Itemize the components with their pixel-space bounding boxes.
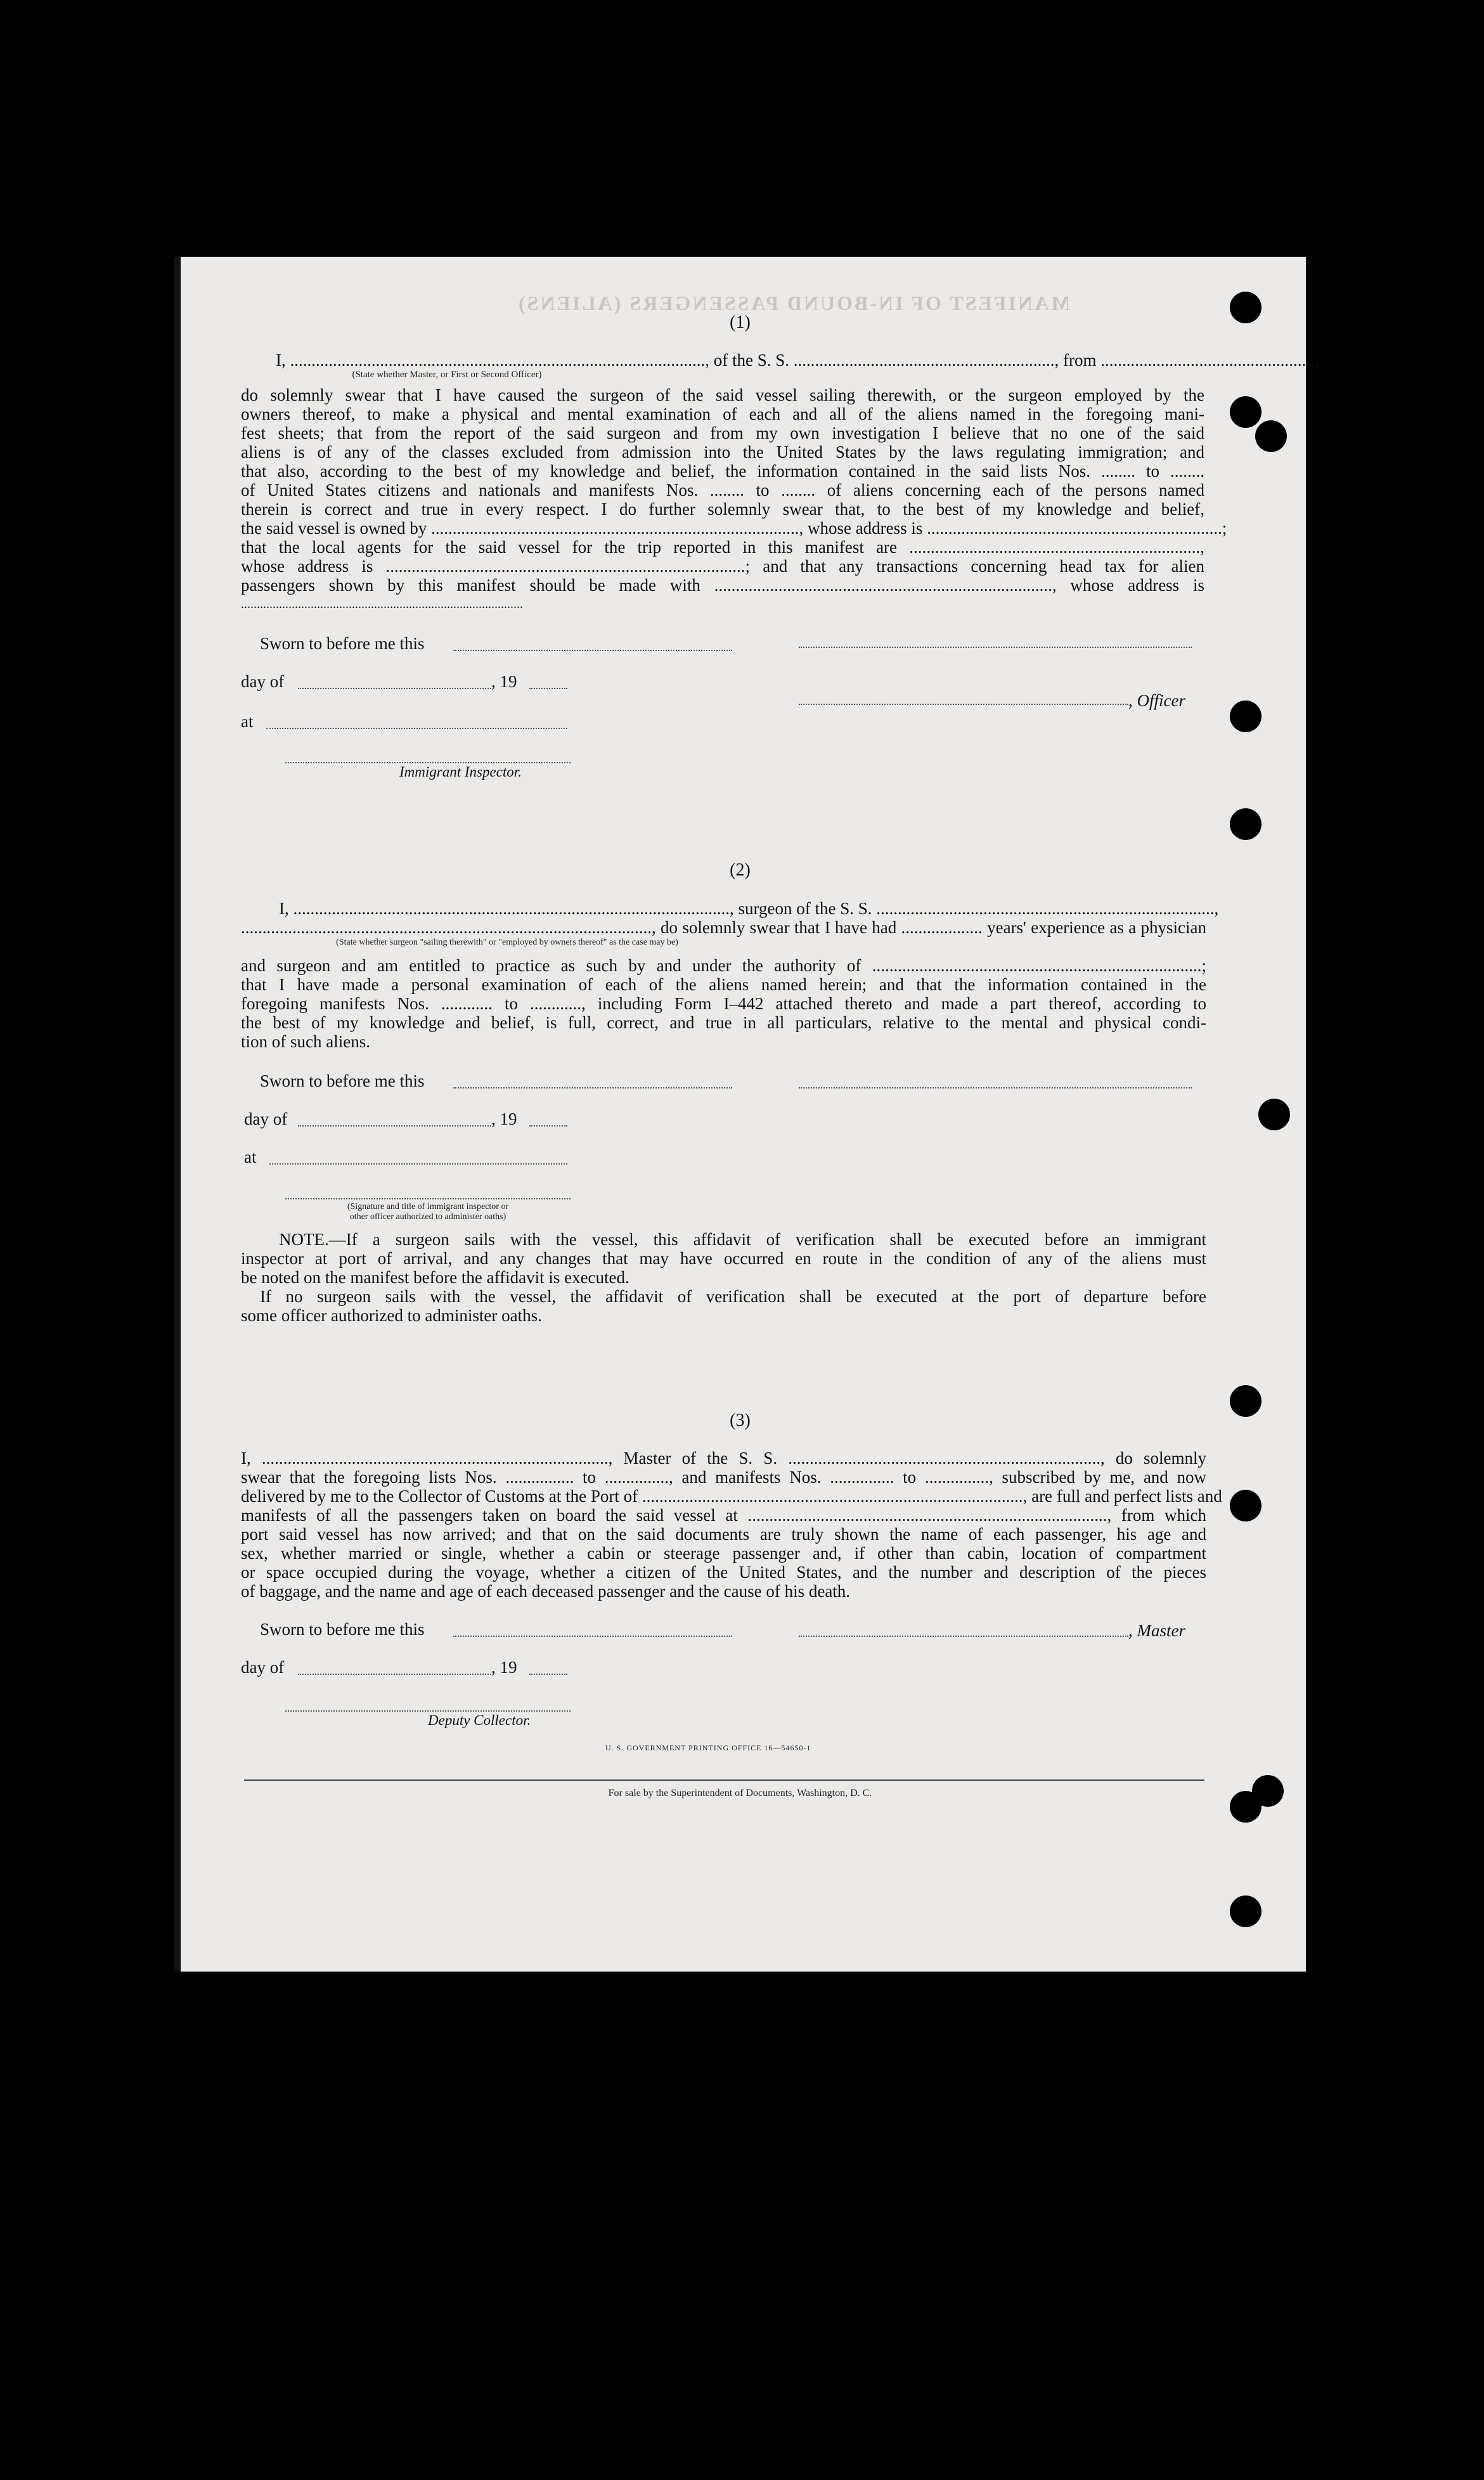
sec2-note-line: inspector at port of arrival, and any changes that may have occurred en route in the condition of any of the aliens must bbox=[241, 1249, 1206, 1268]
sec3-deputy-line bbox=[285, 1710, 571, 1712]
punch-hole bbox=[1230, 1490, 1261, 1521]
sec2-sworn-line bbox=[453, 1087, 732, 1088]
sec3-line: sex, whether married or single, whether a cabin or steerage passenger and, if other than cabin, location of compartment bbox=[241, 1544, 1206, 1563]
sec3-master-line bbox=[799, 1636, 1128, 1637]
sec2-sig-caption: other officer authorized to administer oaths) bbox=[349, 1212, 506, 1222]
sec1-sworn-line bbox=[453, 650, 732, 651]
sec2-note-line: NOTE.—If a surgeon sails with the vessel, this affidavit of verification shall be executed before an immigrant bbox=[279, 1230, 1206, 1249]
sec2-line: that I have made a personal examination of each of the aliens named herein; and that the information contained in the bbox=[241, 975, 1206, 994]
sec1-officer-line bbox=[799, 704, 1128, 705]
sec2-line: ................................................................................................, do solemnly swear that I have had ................... years' experience as a physician bbox=[241, 918, 1206, 937]
bleed-through-text: MANIFEST OF IN-BOUND PASSENGERS (ALIENS) bbox=[517, 292, 1071, 314]
sec2-line: tion of such aliens. bbox=[241, 1032, 370, 1051]
sec2-signature-line bbox=[285, 1198, 571, 1199]
punch-hole bbox=[1230, 701, 1261, 732]
sec1-at-label: at bbox=[241, 712, 254, 731]
sec1-caption: (State whether Master, or First or Second Officer) bbox=[352, 370, 542, 380]
section-2-heading: (2) bbox=[730, 860, 751, 880]
footer-rule bbox=[244, 1779, 1204, 1781]
punch-hole bbox=[1255, 420, 1287, 452]
sec1-officer-line-top bbox=[799, 647, 1192, 648]
sec1-year-line bbox=[529, 688, 567, 689]
sec2-year-line bbox=[529, 1125, 567, 1127]
sec1-dayof-line bbox=[298, 688, 491, 689]
sec1-line: the said vessel is owned by ......................................................................................, whose address is .....................................................................; bbox=[241, 519, 1227, 538]
sec3-line: swear that the foregoing lists Nos. ................ to ..............., and manifests Nos. ............... to ..............., subscribed by me, and now bbox=[241, 1468, 1206, 1487]
sec2-caption: (State whether surgeon "sailing therewith" or "employed by owners thereof" as the case may be) bbox=[336, 938, 678, 947]
punch-hole bbox=[1230, 808, 1261, 840]
sec3-line: of baggage, and the name and age of each deceased passenger and the cause of his death. bbox=[241, 1582, 851, 1601]
sec2-sig-caption: (Signature and title of immigrant inspector or bbox=[347, 1202, 509, 1211]
sec1-line: do solemnly swear that I have caused the surgeon of the said vessel sailing therewith, or the surgeon employed by the bbox=[241, 385, 1204, 404]
printer-imprint: U. S. GOVERNMENT PRINTING OFFICE 16—54650-1 bbox=[605, 1743, 811, 1752]
sec2-line: I, ......................................................................................................, surgeon of the S. S. ..............................................................................., bbox=[279, 899, 1219, 918]
sec3-year-line bbox=[529, 1674, 567, 1675]
punch-hole bbox=[1230, 396, 1261, 428]
sec2-at-label: at bbox=[244, 1147, 257, 1166]
sec1-line: ......................................................................................... bbox=[241, 597, 523, 611]
sec2-line: the best of my knowledge and belief, is full, correct, and true in all particulars, relative to the mental and physical condi- bbox=[241, 1013, 1206, 1032]
sec1-at-line bbox=[266, 728, 567, 729]
punch-hole bbox=[1230, 1896, 1261, 1927]
sec3-dayof-line bbox=[298, 1674, 491, 1675]
sec2-year-label: , 19 bbox=[491, 1109, 517, 1128]
section-3-heading: (3) bbox=[730, 1411, 751, 1430]
sec1-line: fest sheets; that from the report of the said surgeon and from my own investigation I believe that no one of the said bbox=[241, 423, 1204, 442]
sec1-line: of United States citizens and nationals and manifests Nos. ........ to ........ of aliens concerning each of the persons named bbox=[241, 481, 1204, 500]
sec2-at-line bbox=[269, 1163, 567, 1165]
sec3-line: or space occupied during the voyage, whether a citizen of the United States, and the number and description of the pieces bbox=[241, 1563, 1206, 1582]
section-1-heading: (1) bbox=[730, 313, 751, 332]
sec3-line: I, ................................................................................., Master of the S. S. ........................................................................., do solemnly bbox=[241, 1449, 1206, 1468]
sec3-deputy-label: Deputy Collector. bbox=[428, 1712, 531, 1728]
sec3-master-label: , Master bbox=[1128, 1621, 1185, 1640]
sec2-officer-line bbox=[799, 1087, 1192, 1088]
sec1-inspector-line bbox=[285, 762, 571, 763]
sec1-dayof-label: day of bbox=[241, 672, 285, 691]
sec3-line: manifests of all the passengers taken on board the said vessel at ...................................................................................., from which bbox=[241, 1506, 1206, 1525]
sec1-line: that also, according to the best of my knowledge and belief, the information contained in the said lists Nos. ........ to ........ bbox=[241, 462, 1204, 481]
sec2-line: and surgeon and am entitled to practice as such by and under the authority of .............................................................................; bbox=[241, 956, 1206, 975]
sec1-sworn-label: Sworn to before me this bbox=[260, 634, 425, 653]
sec1-inspector-label: Immigrant Inspector. bbox=[399, 764, 522, 780]
sec2-note-line: be noted on the manifest before the affidavit is executed. bbox=[241, 1268, 629, 1287]
sheet-edge bbox=[174, 257, 181, 1972]
sec1-line: passengers shown by this manifest should be made with ..............................................................................., whose address is bbox=[241, 576, 1204, 595]
sec3-line: delivered by me to the Collector of Customs at the Port of ........................................................................................., are full and perfect lists and bbox=[241, 1487, 1222, 1506]
sec3-year-label: , 19 bbox=[491, 1658, 517, 1677]
sec1-year-label: , 19 bbox=[491, 672, 517, 691]
sec1-line: whose address is ....................................................................................; and that any transactions concerning head tax for alien bbox=[241, 557, 1204, 576]
sec1-line: I, ................................................................................................., of the S. S. ............................................................., from .................................................., bbox=[276, 351, 1319, 370]
sec2-dayof-line bbox=[298, 1125, 491, 1127]
sec2-note-line: If no surgeon sails with the vessel, the affidavit of verification shall be executed at the port of departure before bbox=[260, 1287, 1206, 1306]
sec3-line: port said vessel has now arrived; and that on the said documents are truly shown the name of each passenger, his age and bbox=[241, 1525, 1206, 1544]
sec1-line: therein is correct and true in every respect. I do further solemnly swear that, to the best of my knowledge and belief, bbox=[241, 500, 1204, 519]
form-sheet bbox=[174, 257, 1319, 1972]
sec3-dayof-label: day of bbox=[241, 1658, 285, 1677]
sec2-note-line: some officer authorized to administer oaths. bbox=[241, 1306, 542, 1325]
sec1-officer-label: , Officer bbox=[1128, 691, 1185, 710]
sec3-sworn-label: Sworn to before me this bbox=[260, 1620, 425, 1639]
sec1-line: aliens is of any of the classes excluded from admission into the United States by the laws regulating immigration; and bbox=[241, 442, 1204, 462]
sec2-sworn-label: Sworn to before me this bbox=[260, 1071, 425, 1090]
sec1-line: owners thereof, to make a physical and mental examination of each and all of the aliens named in the foregoing mani- bbox=[241, 404, 1204, 423]
for-sale-note: For sale by the Superintendent of Documents, Washington, D. C. bbox=[608, 1788, 872, 1799]
sec3-sworn-line bbox=[453, 1636, 732, 1637]
sec2-dayof-label: day of bbox=[244, 1109, 288, 1128]
sec2-line: foregoing manifests Nos. ............ to ............, including Form I–442 attached thereto and made a part thereof, according to bbox=[241, 994, 1206, 1013]
punch-hole bbox=[1258, 1099, 1290, 1130]
sec1-line: that the local agents for the said vessel for the trip reported in this manifest are ...................................................................., bbox=[241, 538, 1204, 557]
